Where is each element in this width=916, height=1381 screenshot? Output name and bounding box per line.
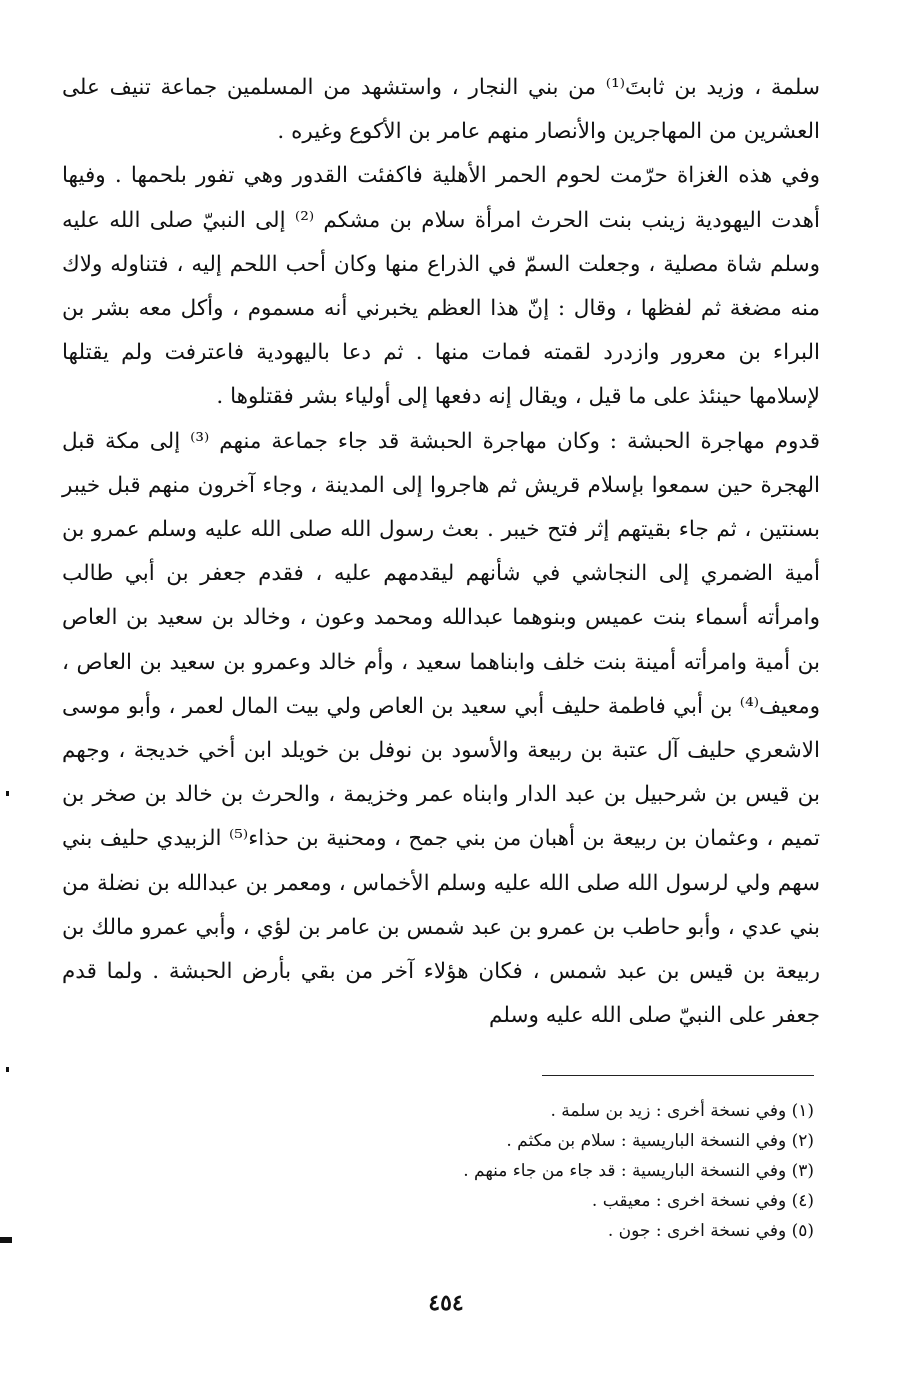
footnote-4: (٤) وفي نسخة اخرى : معيقب .	[591, 1191, 814, 1211]
scan-edge-mark	[6, 1067, 9, 1072]
footnote-separator	[542, 1075, 814, 1076]
paragraph-battle-khaybar-casualties: سلمة ، وزيد بن ثابتَ⁽¹⁾ من بني النجار ، واستشهد من المسلمين جماعة تنيف على العشرين من المهاجرين والأنصار منهم عامر بن الأكوع وغيره .	[62, 75, 820, 145]
scan-edge-mark	[0, 1237, 12, 1243]
main-text	[62, 66, 820, 1038]
footnote-5: (٥) وفي نسخة اخرى : جون .	[607, 1221, 814, 1241]
footnote-2: (٢) وفي النسخة الباريسية : سلام بن مكثم .	[506, 1131, 814, 1151]
page-number: ٤٥٤	[428, 1290, 464, 1316]
paragraph-abyssinia-emigrants: قدوم مهاجرة الحبشة : وكان مهاجرة الحبشة قد جاء جماعة منهم ⁽³⁾ إلى مكة قبل الهجرة حين سمعوا بإسلام قريش ثم هاجروا إلى المدينة ، وجاء آخرون منهم قبل خيبر بسنتين ، ثم جاء بقيتهم إثر فتح خيبر . بعث رسول الله صلى الله عليه وسلم عمرو بن أمية الضمري إلى النجاشي في شأنهم ليقدمهم عليه ، فقدم جعفر بن أبي طالب وامرأته أسماء بنت عميس وبنوهما عبدالله ومحمد وعون ، وخالد بن سعيد بن العاص بن أمية وامرأته أمينة بنت خلف وابناهما سعيد ، وأم خالد وعمرو بن سعيد بن العاص ، ومعيف⁽⁴⁾ بن أبي فاطمة حليف أبي سعيد بن العاص ولي بيت المال لعمر ، وأبو موسى الاشعري حليف آل عتبة بن ربيعة والأسود بن نوفل بن خويلد ابن أخي خديجة ، وجهم بن قيس بن شرحبيل بن عبد الدار وابناه عمر وخزيمة ، والحرث بن خالد بن صخر بن تميم ، وعثمان بن ربيعة بن أهبان من بني جمح ، ومحنية بن حذاء⁽⁵⁾ الزبيدي حليف بني سهم ولي لرسول الله صلى الله عليه وسلم الأخماس ، ومعمر بن عبدالله بن نضلة من بني عدي ، وأبو حاطب بن عمرو بن عبد شمس بن عامر بن لؤي ، وأبي عمرو مالك بن ربيعة بن قيس بن عبد شمس ، فكان هؤلاء آخر من بقي بأرض الحبشة . ولما قدم جعفر على النبيّ صلى الله عليه وسلم	[62, 428, 820, 1029]
scan-edge-mark	[6, 791, 9, 796]
footnote-3: (٣) وفي النسخة الباريسية : قد جاء من جاء منهم .	[463, 1161, 814, 1181]
paragraph-poisoned-sheep: وفي هذه الغزاة حرّمت لحوم الحمر الأهلية فاكفئت القدور وهي تفور بلحمها . وفيها أهدت اليهودية زينب بنت الحرث امرأة سلام بن مشكم ⁽²⁾ إلى النبيّ صلى الله عليه وسلم شاة مصلية ، وجعلت السمّ في الذراع منها وكان أحب اللحم إليه ، فتناوله ولاك منه مضغة ثم لفظها ، وقال : إنّ هذا العظم يخبرني أنه مسموم ، وأكل معه بشر بن البراء بن معرور وازدرد لقمته فمات منها . ثم دعا باليهودية فاعترفت ولم يقتلها لإسلامها حينئذ على ما قيل ، ويقال إنه دفعها إلى أولياء بشر فقتلوها .	[62, 163, 820, 410]
footnotes	[300, 1096, 814, 1246]
footnote-1: (١) وفي نسخة أخرى : زيد بن سلمة .	[550, 1101, 814, 1121]
